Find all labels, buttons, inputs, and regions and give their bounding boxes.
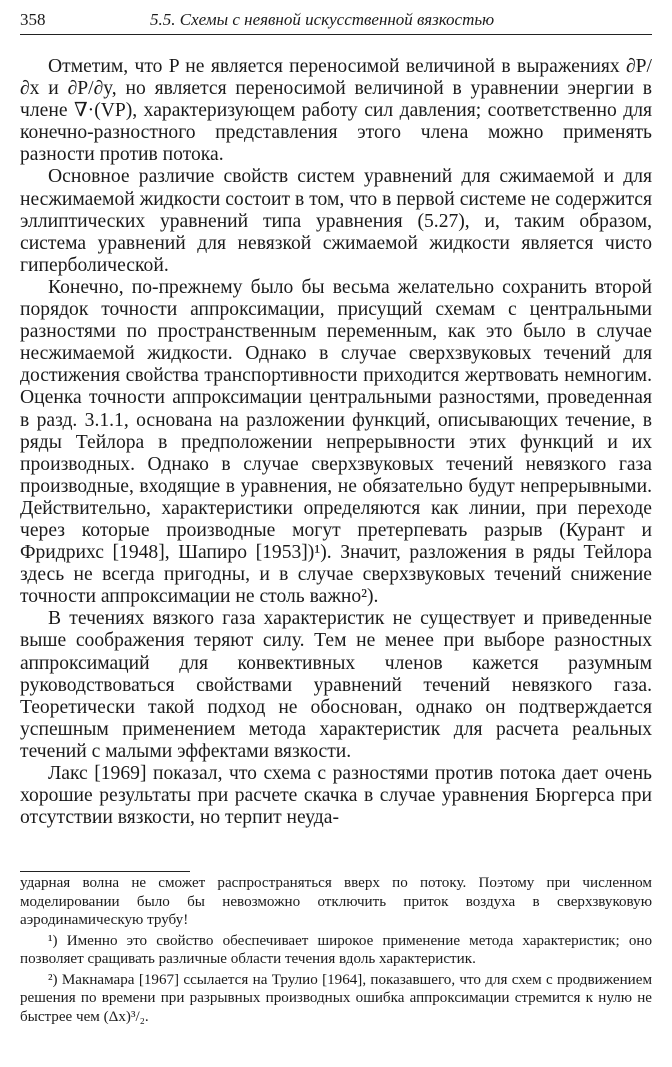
paragraph-1: Отметим, что P не является переносимой величиной в выражениях ∂P/∂x и ∂P/∂y, но является переносимой величиной в уравнении энергии в члене ∇·(VP), характеризующем работу сил давления; соответственно для конечно-разностного представления этого члена можно применять разности против потока. <box>20 56 652 166</box>
page-number: 358 <box>20 10 46 29</box>
paragraph-5: Лакс [1969] показал, что схема с разностями против потока дает очень хорошие результаты при расчете скачка в случае уравнения Бюргерса при отсутствии вязкости, но терпит неуда- <box>20 763 652 829</box>
footnote-divider <box>20 871 190 872</box>
footnote-1: ¹) Именно это свойство обеспечивает широкое применение метода характеристик; оно позволяет сращивать различные области течения вдоль характеристик. <box>20 932 652 967</box>
paragraph-4: В течениях вязкого газа характеристик не существует и приведенные выше соображения теряют силу. Тем не менее при выборе разностных аппроксимаций для конвективных членов кажется разумным руководствоваться свойствами уравнений течений невязкого газа. Теоретически такой подход не обоснован, однако он подтверждается успешным применением метода характеристик для расчета реальных течений с малыми эффектами вязкости. <box>20 608 652 762</box>
paragraph-2: Основное различие свойств систем уравнений для сжимаемой и для несжимаемой жидкости состоит в том, что в первой системе не содержится эллиптических уравнений типа уравнения (5.27), и, таким образом, система уравнений для невязкой сжимаемой жидкости является чисто гиперболической. <box>20 166 652 276</box>
paragraph-3: Конечно, по-прежнему было бы весьма желательно сохранить второй порядок точности аппроксимации, присущий схемам с центральными разностями по пространственным переменным, как это было в случае несжимаемой жидкости. Однако в случае сверхзвуковых течений для достижения свойства транспортивности приходится жертвовать немногим. Оценка точности аппроксимации центральными разностями, проведенная в разд. 3.1.1, основана на разложении функций, описывающих течение, в ряды Тейлора в предположении непрерывности этих функций и их производных. Однако в случае сверхзвуковых течений невязкого газа производные, входящие в уравнения, не обязательно будут непрерывными. Действительно, характеристики определяются как линии, при переходе через которые производные могут претерпевать разрыв (Курант и Фридрихс [1948], Шапиро [1953])¹). Значит, разложения в ряды Тейлора здесь не всегда пригодны, и в случае сверхзвуковых течений снижение точности аппроксимации не столь важно²). <box>20 276 652 608</box>
footnotes <box>20 874 652 1026</box>
body-text <box>20 56 652 829</box>
footnote-continuation: ударная волна не сможет распространяться вверх по потоку. Поэтому при численном моделировании было бы невозможно отключить приток воздуха в сверхзвуковую аэродинамическую трубу! <box>20 875 652 928</box>
page-header <box>20 8 652 35</box>
running-title: 5.5. Схемы с неявной искусственной вязкостью <box>150 10 495 29</box>
footnote-2: ²) Макнамара [1967] ссылается на Трулио [1964], показавшего, что для схем с продвижением решения по времени при разрывных производных ошибка аппроксимации стремится к нулю не быстрее чем (Δx)³/₂. <box>20 971 652 1025</box>
